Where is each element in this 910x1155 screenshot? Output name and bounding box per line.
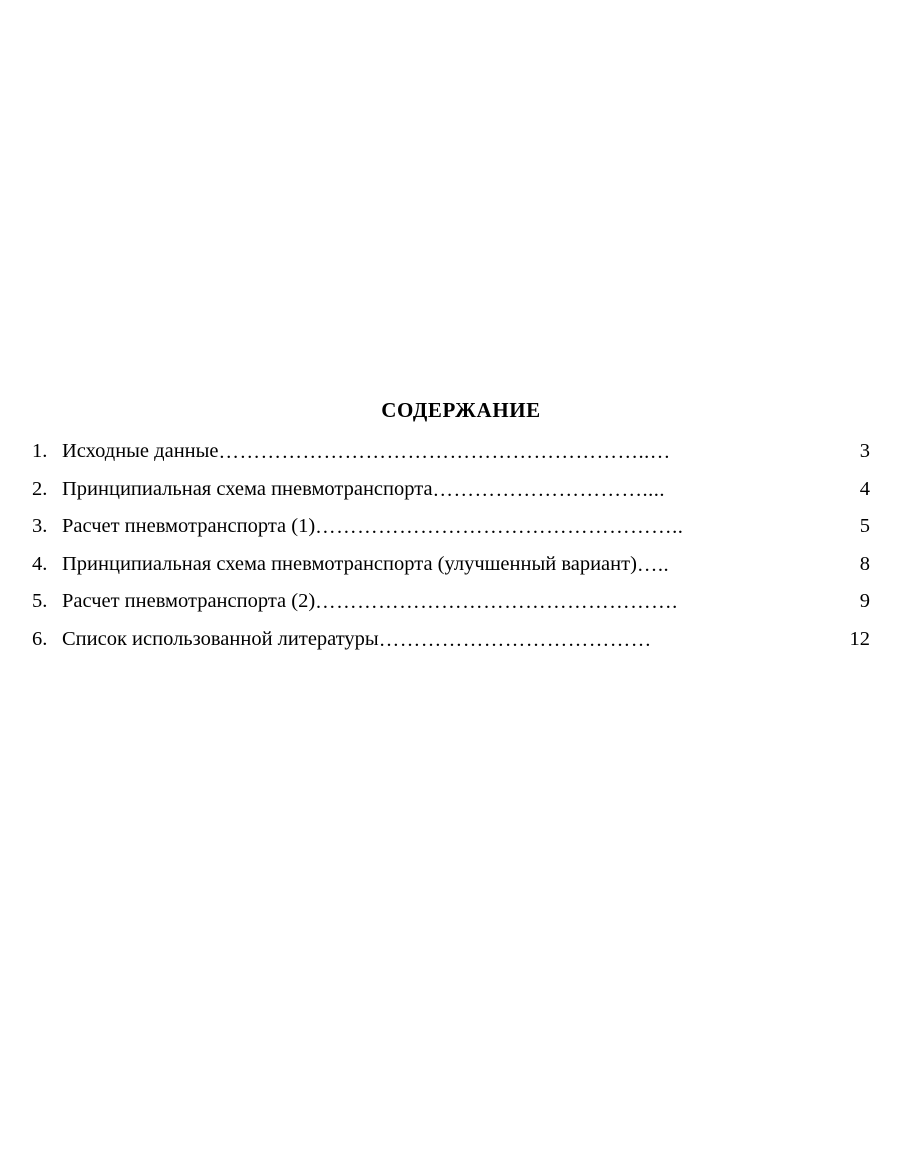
toc-item-title: Расчет пневмотранспорта (2) (62, 590, 316, 612)
toc-item-leader: ………………………….... (432, 479, 666, 500)
toc-item-number: 2. (32, 477, 48, 500)
toc-item-page-number: 9 (859, 590, 870, 612)
toc-item-number: 5. (32, 590, 48, 612)
table-of-contents (0, 398, 910, 666)
toc-list (0, 441, 910, 649)
list-item[interactable] (0, 554, 910, 575)
toc-item-leader: ……………………………………………………..… (218, 442, 671, 463)
toc-item-title: Принципиальная схема пневмотранспорта (62, 477, 433, 500)
list-item[interactable] (0, 516, 910, 537)
toc-item-number: 1. (32, 440, 48, 462)
toc-item-number: 6. (32, 627, 48, 650)
toc-item-number: 4. (32, 552, 48, 575)
toc-item-title: Расчет пневмотранспорта (1) (62, 515, 316, 537)
list-item[interactable] (0, 479, 910, 500)
toc-item-title: Исходные данные (62, 440, 219, 462)
toc-item-leader: ……………………………………………. (315, 592, 678, 613)
list-item[interactable] (0, 629, 910, 650)
list-item[interactable] (0, 441, 910, 462)
toc-item-page-number: 5 (859, 515, 870, 537)
toc-item-leader: …………………………………………….. (315, 517, 684, 538)
toc-item-page-number: 4 (859, 477, 870, 500)
toc-item-title: Принципиальная схема пневмотранспорта (улучшенный вариант) (62, 552, 637, 575)
page-title: СОДЕРЖАНИЕ (381, 398, 541, 422)
toc-item-leader: ………………………………… (378, 629, 652, 650)
toc-item-page-number: 12 (849, 627, 870, 650)
toc-item-page-number: 3 (859, 440, 870, 462)
toc-item-page-number: 8 (859, 552, 870, 575)
toc-item-number: 3. (32, 515, 48, 537)
list-item[interactable] (0, 591, 910, 612)
toc-item-leader: ….. (636, 554, 670, 575)
toc-item-title: Список использованной литературы (62, 627, 379, 650)
